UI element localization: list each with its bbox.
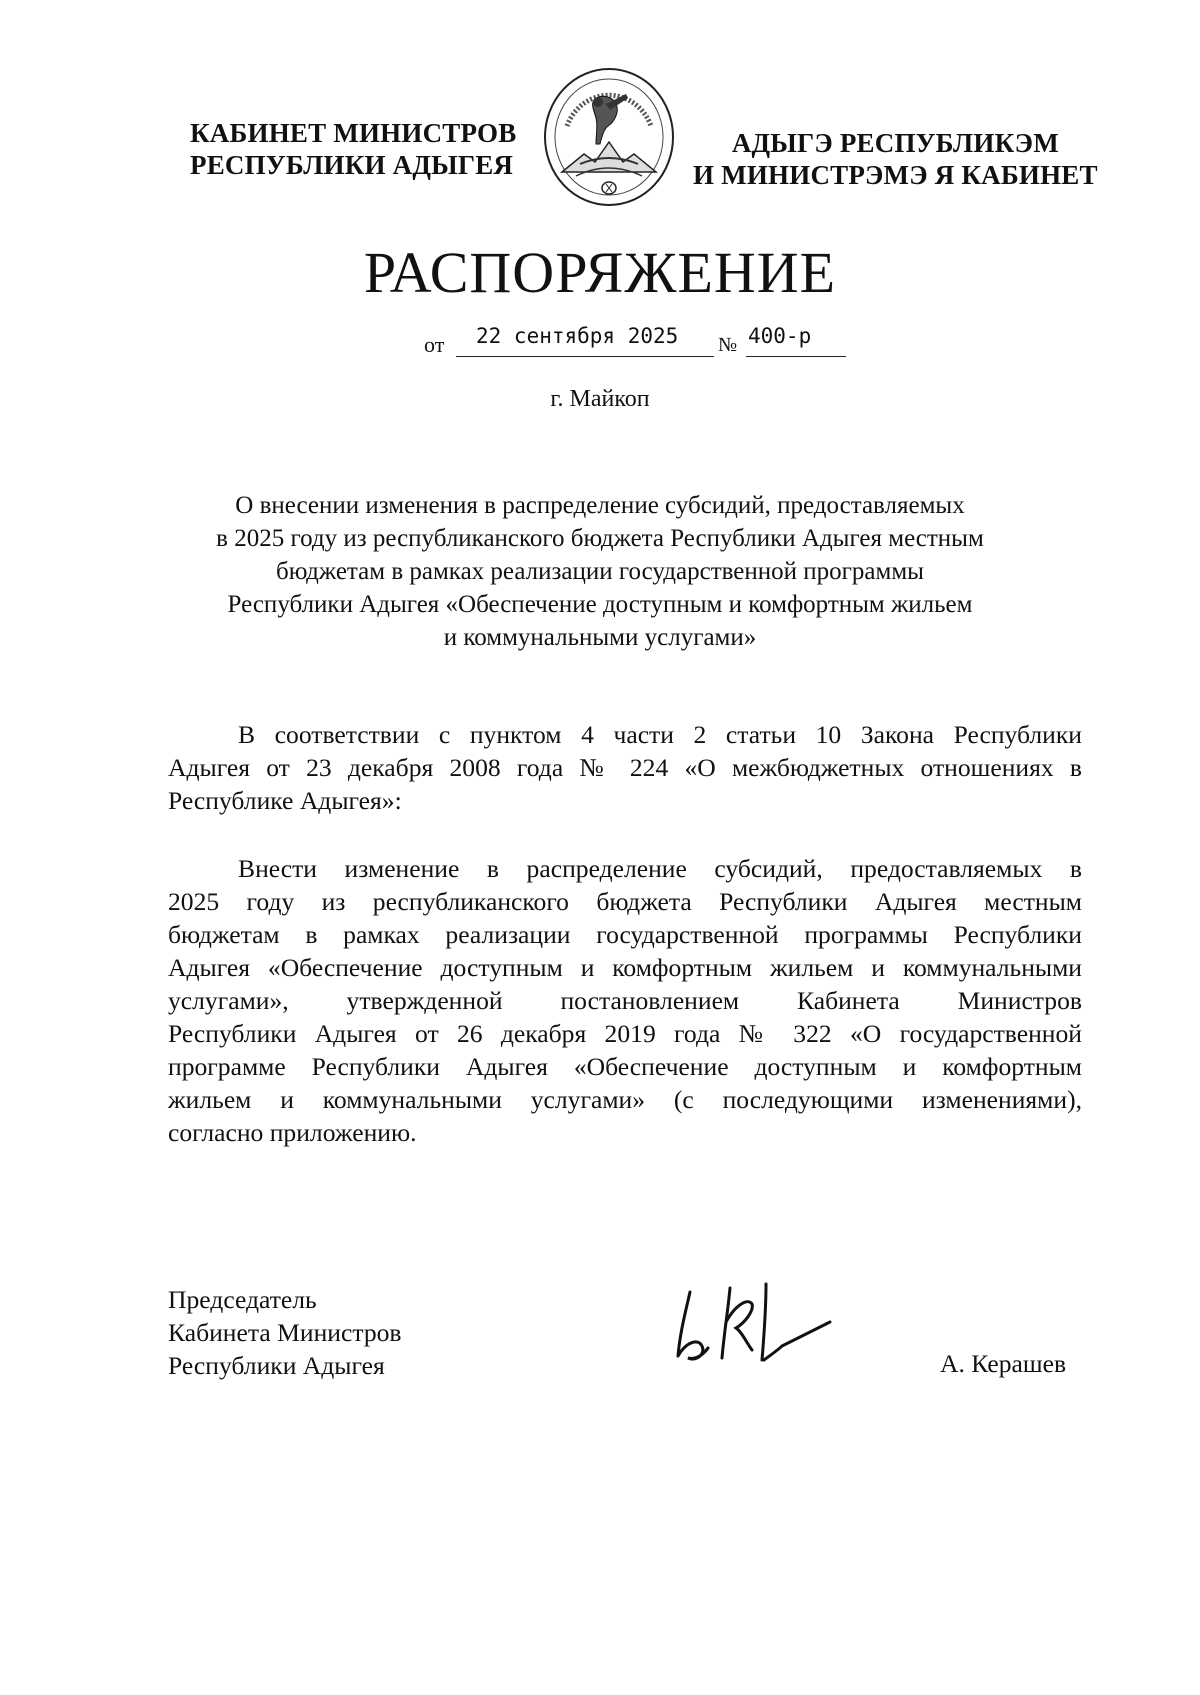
document-date: 22 сентября 2025 (476, 324, 679, 348)
document-number: 400-р (748, 324, 812, 348)
directive-line: услугами», утвержденной постановлением Кабинета Министров (168, 986, 1082, 1015)
issuer-line-2: РЕСПУБЛИКИ АДЫГЕЯ (190, 150, 514, 180)
subject-line: бюджетам в рамках реализации государственной программы (276, 558, 924, 585)
directive-line: бюджетам в рамках реализации государственной программы Республики (168, 920, 1082, 949)
preamble-line: В соответствии с пунктом 4 части 2 статьи 10 Закона Республики (238, 720, 1082, 749)
subject-line: Республики Адыгея «Обеспечение доступным и комфортным жильем (227, 591, 973, 618)
subject-line: и коммунальными услугами» (443, 624, 757, 651)
preamble-line: Адыгея от 23 декабря 2008 года № 224 «О межбюджетных отношениях в (168, 753, 1082, 782)
handwritten-signature (668, 1270, 838, 1370)
issuer-name-russian (190, 117, 516, 181)
issuer-name-adyghe (693, 127, 1098, 191)
preamble-paragraph (168, 718, 1082, 817)
number-prefix-label: № (718, 334, 738, 356)
issuer-line-1: КАБИНЕТ МИНИСТРОВ (190, 118, 517, 148)
signatory-position-line: Кабинета Министров (168, 1318, 402, 1347)
document-city: г. Майкоп (550, 386, 650, 412)
subject-line: О внесении изменения в распределение субсидий, предоставляемых (235, 492, 965, 519)
directive-line: Республики Адыгея от 26 декабря 2019 года № 322 «О государственной (168, 1019, 1082, 1048)
directive-line: Адыгея «Обеспечение доступным и комфортным жильем и коммунальными (168, 953, 1082, 982)
issuer-adyghe-line-2: И МИНИСТРЭМЭ Я КАБИНЕТ (693, 160, 1098, 190)
document-subject (140, 489, 1060, 654)
directive-paragraph (168, 852, 1082, 1149)
directive-line: 2025 году из республиканского бюджета Республики Адыгея местным (168, 887, 1082, 916)
directive-line: программе Республики Адыгея «Обеспечение доступным и комфортным (168, 1052, 1082, 1081)
number-underline (746, 356, 846, 357)
signatory-position-line: Председатель (168, 1285, 317, 1314)
date-underline (456, 356, 714, 357)
preamble-line: Республике Адыгея»: (168, 786, 402, 815)
document-title: РАСПОРЯЖЕНИЕ (363, 240, 837, 305)
coat-of-arms-emblem-icon (540, 64, 678, 210)
signatory-position (168, 1283, 402, 1382)
issuer-adyghe-line-1: АДЫГЭ РЕСПУБЛИКЭМ (731, 128, 1059, 158)
subject-line: в 2025 году из республиканского бюджета Республики Адыгея местным (216, 525, 984, 552)
directive-line: жильем и коммунальными услугами» (с последующими изменениями), (168, 1085, 1082, 1114)
date-prefix-label: от (424, 332, 445, 357)
directive-line: согласно приложению. (168, 1118, 417, 1147)
directive-line: Внести изменение в распределение субсидий, предоставляемых в (238, 854, 1082, 883)
signatory-name: А. Керашев (940, 1349, 1067, 1378)
signatory-position-line: Республики Адыгея (168, 1351, 385, 1380)
